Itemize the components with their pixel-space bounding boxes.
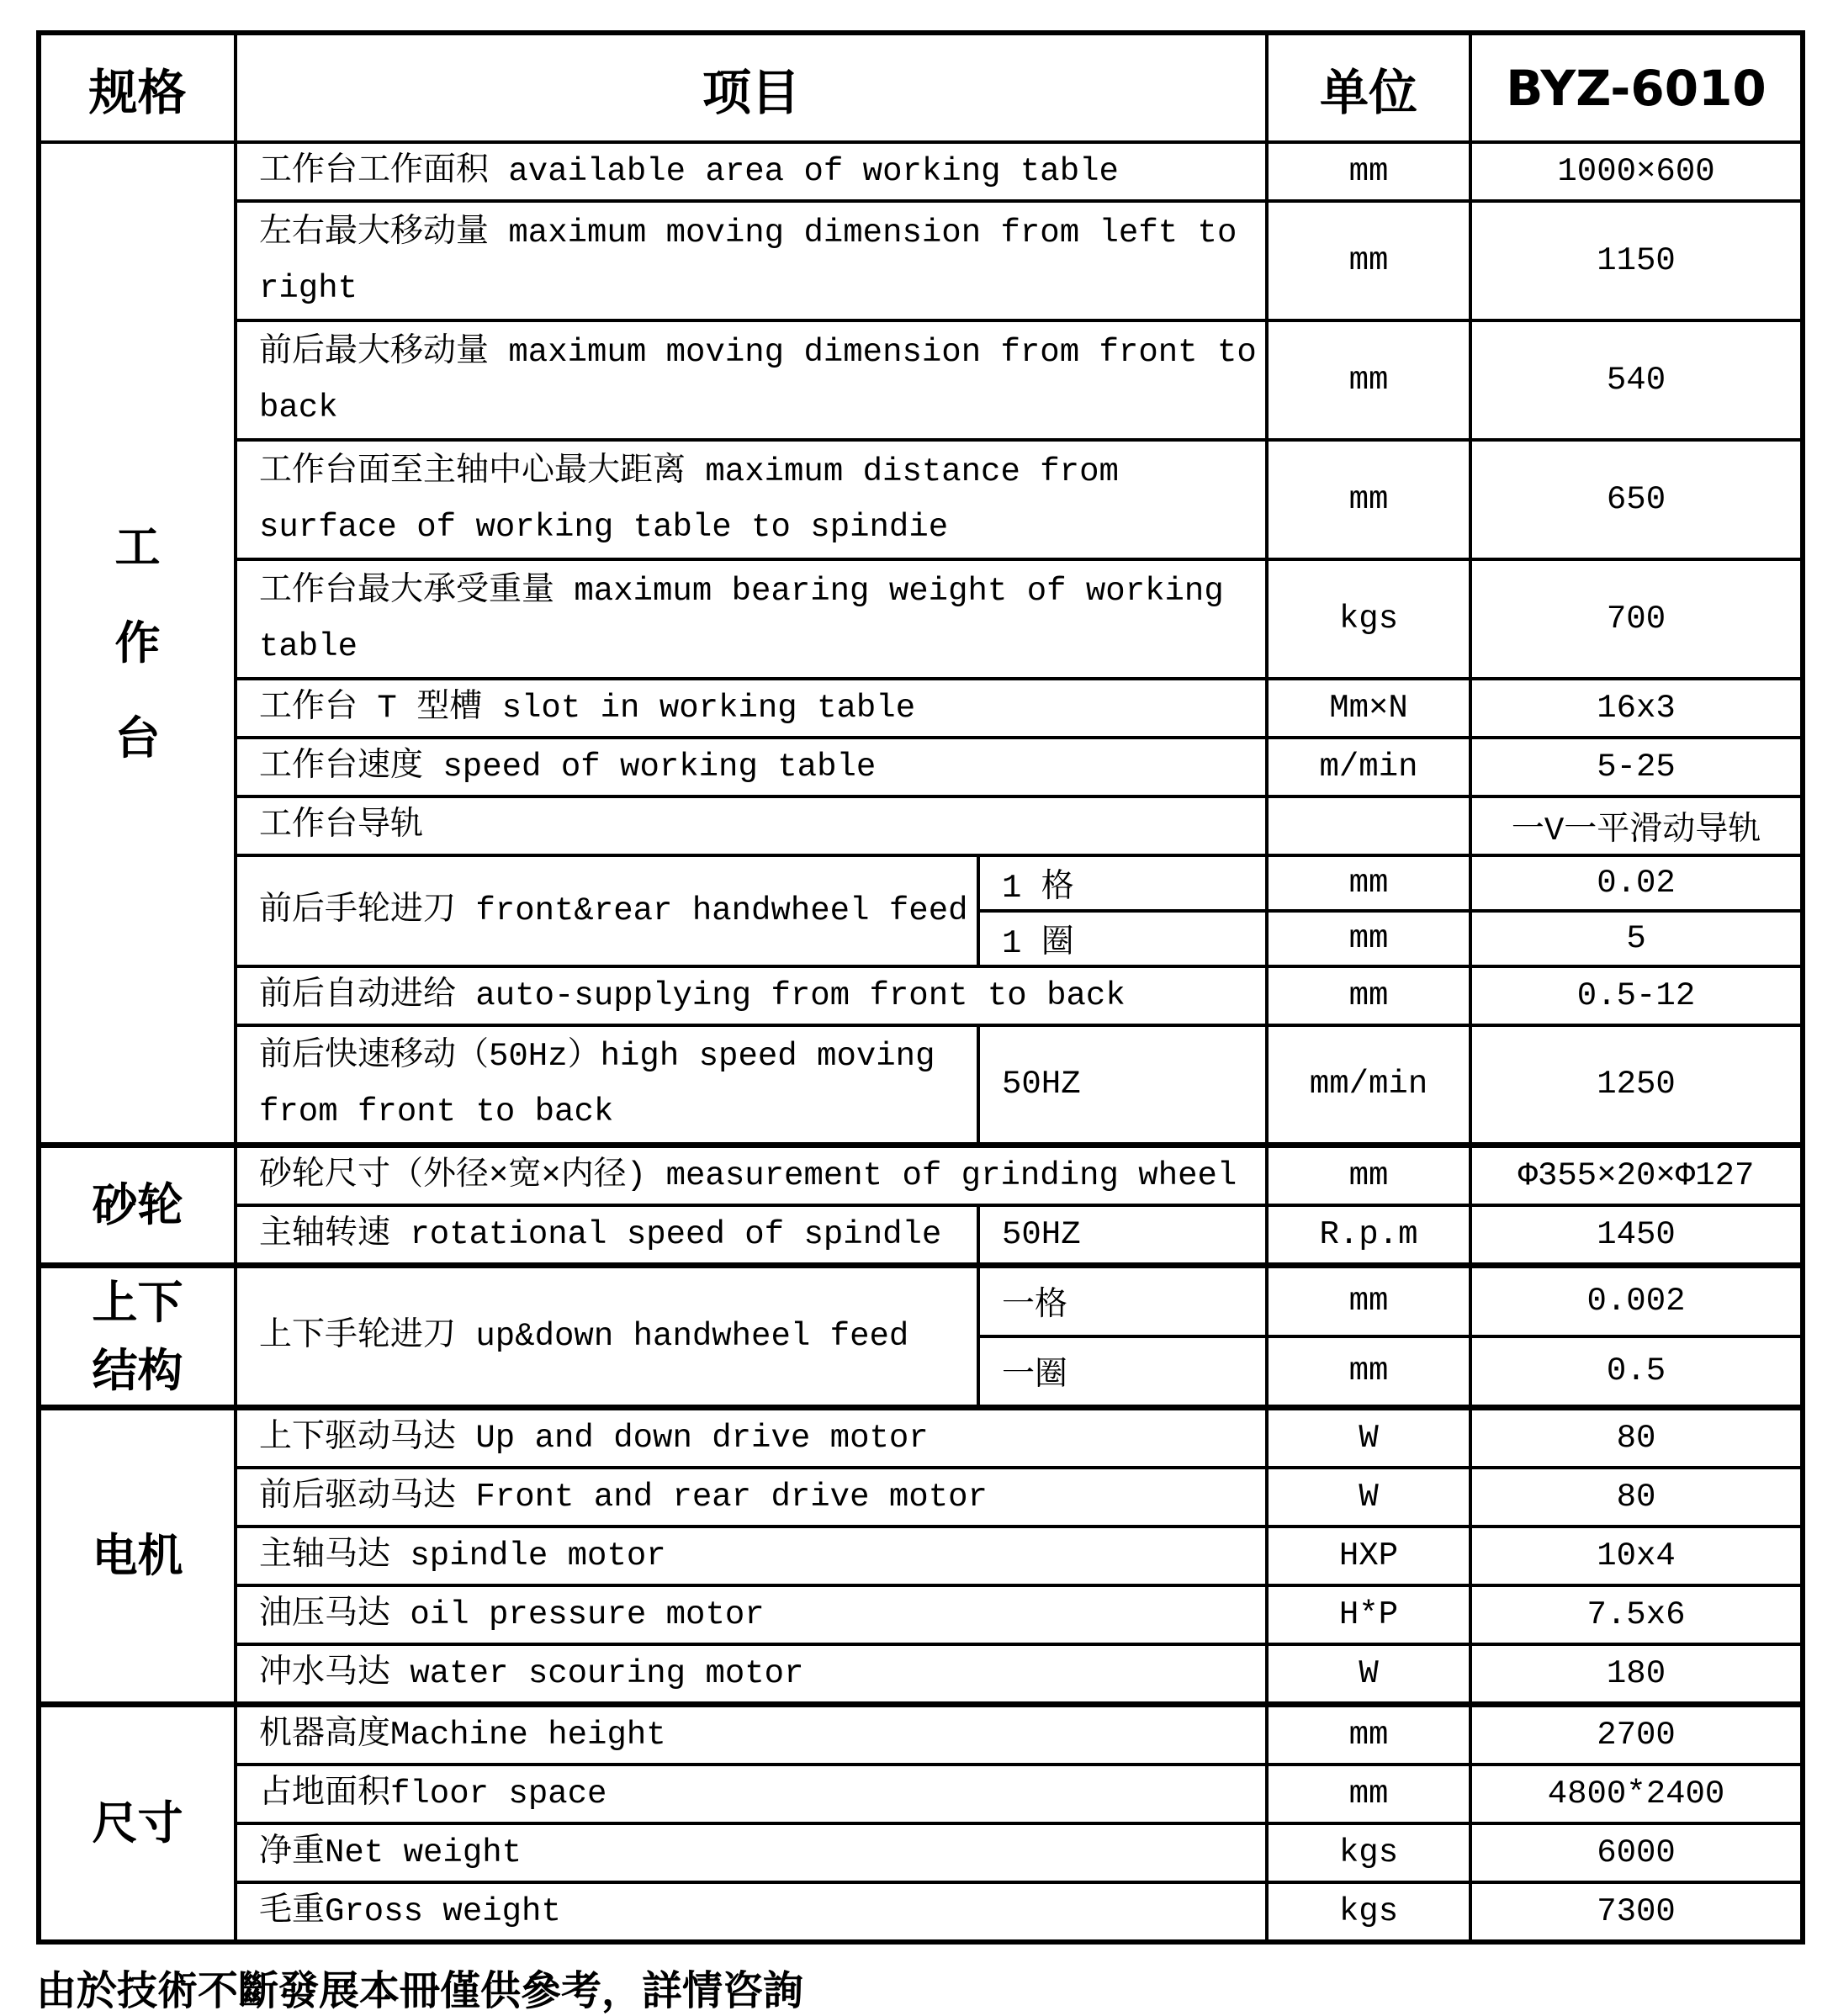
item-cell: 左右最大移动量 maximum moving dimension from left to right bbox=[236, 201, 1267, 320]
item-cell: 工作台面至主轴中心最大距离 maximum distance from surface of working table to spindie bbox=[236, 440, 1267, 559]
value-cell: 0.5 bbox=[1470, 1336, 1803, 1408]
unit-cell: mm bbox=[1267, 1265, 1470, 1336]
value-cell: 2700 bbox=[1470, 1704, 1803, 1765]
item-cell: 主轴马达 spindle motor bbox=[236, 1527, 1267, 1585]
table-row bbox=[39, 559, 1803, 679]
footer-note: 由於技術不斷發展本冊僅供參考，詳情咨詢 bbox=[36, 1966, 804, 2014]
unit-cell: W bbox=[1267, 1468, 1470, 1527]
unit-cell: mm bbox=[1267, 1336, 1470, 1408]
unit-cell: R.p.m bbox=[1267, 1205, 1470, 1266]
table-row bbox=[39, 679, 1803, 738]
table-row bbox=[39, 1823, 1803, 1882]
table-row bbox=[39, 440, 1803, 559]
unit-cell: Mm×N bbox=[1267, 679, 1470, 738]
value-cell: 4800*2400 bbox=[1470, 1765, 1803, 1823]
sub-item-cell: 1 圈 bbox=[978, 911, 1267, 966]
item-cell: 工作台最大承受重量 maximum bearing weight of working table bbox=[236, 559, 1267, 679]
item-cell: 毛重Gross weight bbox=[236, 1882, 1267, 1942]
item-cell: 占地面积floor space bbox=[236, 1765, 1267, 1823]
group-label-grinding-wheel bbox=[39, 1145, 236, 1265]
sub-item-cell: 1 格 bbox=[978, 855, 1267, 911]
table-row bbox=[39, 1145, 1803, 1205]
item-cell: 工作台 T 型槽 slot in working table bbox=[236, 679, 1267, 738]
header-item: 项目 bbox=[236, 33, 1267, 142]
value-cell: 540 bbox=[1470, 320, 1803, 440]
value-cell: 16x3 bbox=[1470, 679, 1803, 738]
unit-cell: mm bbox=[1267, 855, 1470, 911]
group-label-text: 上下结构 bbox=[92, 1275, 183, 1397]
value-cell: 80 bbox=[1470, 1468, 1803, 1527]
value-cell: Φ355×20×Φ127 bbox=[1470, 1145, 1803, 1205]
table-row bbox=[39, 320, 1803, 440]
unit-cell: mm bbox=[1267, 440, 1470, 559]
group-label-worktable bbox=[39, 142, 236, 1145]
item-cell: 前后手轮进刀 front&rear handwheel feed bbox=[236, 855, 978, 966]
item-cell: 砂轮尺寸（外径×宽×内径) measurement of grinding wheel bbox=[236, 1145, 1267, 1205]
unit-cell: mm bbox=[1267, 1145, 1470, 1205]
unit-cell: mm/min bbox=[1267, 1025, 1470, 1145]
value-cell: 一V一平滑动导轨 bbox=[1470, 796, 1803, 855]
spec-sheet-page bbox=[36, 30, 1800, 2016]
value-cell: 0.002 bbox=[1470, 1265, 1803, 1336]
table-row bbox=[39, 1407, 1803, 1468]
spec-table bbox=[36, 30, 1805, 1945]
table-row bbox=[39, 1265, 1803, 1336]
unit-cell: W bbox=[1267, 1407, 1470, 1468]
unit-cell bbox=[1267, 796, 1470, 855]
group-label-motor bbox=[39, 1407, 236, 1704]
table-row bbox=[39, 1585, 1803, 1644]
item-cell: 净重Net weight bbox=[236, 1823, 1267, 1882]
item-cell: 前后最大移动量 maximum moving dimension from front to back bbox=[236, 320, 1267, 440]
item-cell: 机器高度Machine height bbox=[236, 1704, 1267, 1765]
unit-cell: mm bbox=[1267, 1704, 1470, 1765]
table-row bbox=[39, 201, 1803, 320]
value-cell: 10x4 bbox=[1470, 1527, 1803, 1585]
group-label-text: 工作台 bbox=[114, 521, 161, 765]
table-row bbox=[39, 1527, 1803, 1585]
sub-item-cell: 一圈 bbox=[978, 1336, 1267, 1408]
unit-cell: mm bbox=[1267, 142, 1470, 201]
table-row bbox=[39, 855, 1803, 911]
sub-item-cell: 一格 bbox=[978, 1265, 1267, 1336]
group-label-updown-structure bbox=[39, 1265, 236, 1407]
table-row bbox=[39, 966, 1803, 1025]
value-cell: 1000×600 bbox=[1470, 142, 1803, 201]
value-cell: 1150 bbox=[1470, 201, 1803, 320]
value-cell: 5-25 bbox=[1470, 738, 1803, 796]
unit-cell: kgs bbox=[1267, 1882, 1470, 1942]
table-row bbox=[39, 1025, 1803, 1145]
value-cell: 700 bbox=[1470, 559, 1803, 679]
value-cell: 650 bbox=[1470, 440, 1803, 559]
item-cell: 上下驱动马达 Up and down drive motor bbox=[236, 1407, 1267, 1468]
unit-cell: W bbox=[1267, 1644, 1470, 1705]
sub-item-cell: 50HZ bbox=[978, 1025, 1267, 1145]
table-row bbox=[39, 738, 1803, 796]
header-model: BYZ-6010 bbox=[1470, 33, 1803, 142]
group-label-text: 电机 bbox=[92, 1529, 183, 1582]
value-cell: 1250 bbox=[1470, 1025, 1803, 1145]
item-cell: 前后自动进给 auto-supplying from front to back bbox=[236, 966, 1267, 1025]
group-label-dimensions bbox=[39, 1704, 236, 1942]
table-row bbox=[39, 1765, 1803, 1823]
table-row bbox=[39, 142, 1803, 201]
value-cell: 6000 bbox=[1470, 1823, 1803, 1882]
item-cell: 冲水马达 water scouring motor bbox=[236, 1644, 1267, 1705]
unit-cell: m/min bbox=[1267, 738, 1470, 796]
value-cell: 7.5x6 bbox=[1470, 1585, 1803, 1644]
unit-cell: mm bbox=[1267, 320, 1470, 440]
item-cell: 前后快速移动（50Hz）high speed moving from front to back bbox=[236, 1025, 978, 1145]
table-row bbox=[39, 1468, 1803, 1527]
unit-cell: mm bbox=[1267, 201, 1470, 320]
table-row bbox=[39, 796, 1803, 855]
value-cell: 7300 bbox=[1470, 1882, 1803, 1942]
group-label-text: 尺寸 bbox=[92, 1796, 183, 1849]
item-cell: 工作台导轨 bbox=[236, 796, 1267, 855]
value-cell: 0.5-12 bbox=[1470, 966, 1803, 1025]
value-cell: 0.02 bbox=[1470, 855, 1803, 911]
unit-cell: kgs bbox=[1267, 559, 1470, 679]
item-cell: 前后驱动马达 Front and rear drive motor bbox=[236, 1468, 1267, 1527]
item-cell: 主轴转速 rotational speed of spindle bbox=[236, 1205, 978, 1266]
sub-item-cell: 50HZ bbox=[978, 1205, 1267, 1266]
item-cell: 工作台工作面积 available area of working table bbox=[236, 142, 1267, 201]
unit-cell: HXP bbox=[1267, 1527, 1470, 1585]
value-cell: 1450 bbox=[1470, 1205, 1803, 1266]
item-cell: 工作台速度 speed of working table bbox=[236, 738, 1267, 796]
table-row bbox=[39, 1882, 1803, 1942]
value-cell: 180 bbox=[1470, 1644, 1803, 1705]
item-cell: 上下手轮进刀 up&down handwheel feed bbox=[236, 1265, 978, 1407]
value-cell: 5 bbox=[1470, 911, 1803, 966]
table-row bbox=[39, 1644, 1803, 1705]
table-row bbox=[39, 1205, 1803, 1266]
unit-cell: mm bbox=[1267, 966, 1470, 1025]
unit-cell: mm bbox=[1267, 911, 1470, 966]
unit-cell: H*P bbox=[1267, 1585, 1470, 1644]
group-label-text: 砂轮 bbox=[92, 1178, 183, 1231]
value-cell: 80 bbox=[1470, 1407, 1803, 1468]
header-unit: 单位 bbox=[1267, 33, 1470, 142]
item-cell: 油压马达 oil pressure motor bbox=[236, 1585, 1267, 1644]
unit-cell: kgs bbox=[1267, 1823, 1470, 1882]
unit-cell: mm bbox=[1267, 1765, 1470, 1823]
table-row bbox=[39, 1704, 1803, 1765]
header-spec: 规格 bbox=[39, 33, 236, 142]
header-row bbox=[39, 33, 1803, 142]
